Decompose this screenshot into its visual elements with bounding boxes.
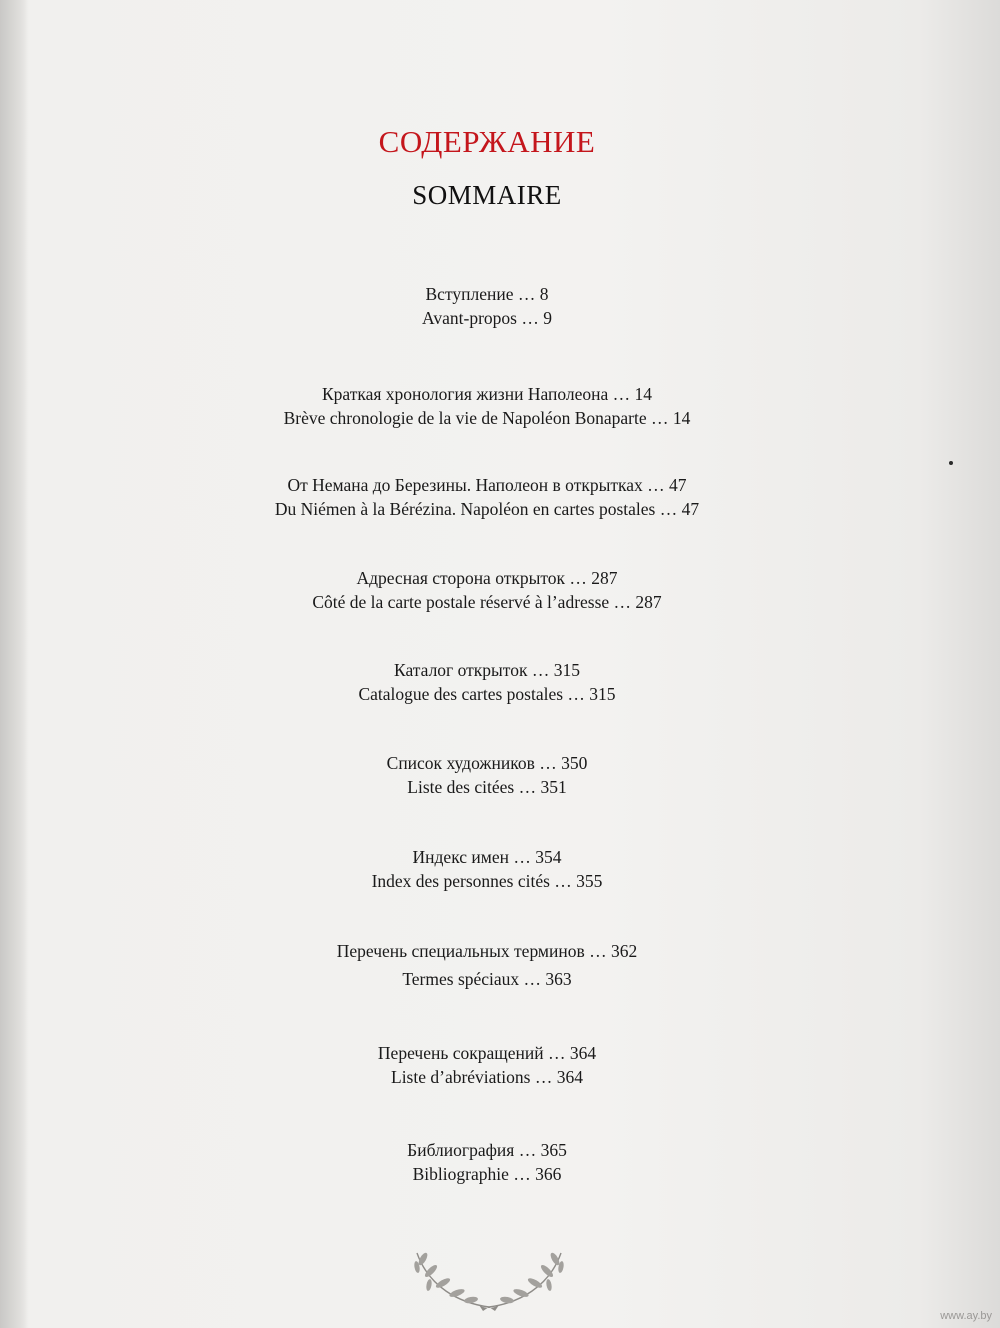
toc-entry-ru: Каталог открыток … 315 <box>394 660 580 680</box>
toc-entry-fr: Bibliographie … 366 <box>412 1164 562 1184</box>
toc-entry-fr: Index des personnes cités … 355 <box>371 871 603 891</box>
toc-entry-fr: Termes spéciaux … 363 <box>402 969 572 989</box>
toc-entry-ru: Библиография … 365 <box>407 1140 567 1160</box>
toc-entry-fr: Brève chronologie de la vie de Napoléon Bonaparte … 14 <box>283 408 691 428</box>
toc-entry-bibliography <box>24 1138 950 1186</box>
paper-speck <box>949 461 953 465</box>
toc-entry-fr: Avant-propos … 9 <box>422 308 552 328</box>
toc-entry-catalogue <box>24 658 950 706</box>
toc-entry-ru: Вступление … 8 <box>425 284 549 304</box>
toc-entry-artists <box>24 751 950 799</box>
toc-entry-ru: Краткая хронология жизни Наполеона … 14 <box>321 384 653 404</box>
toc-entry-name-index <box>24 845 950 893</box>
toc-entry-ru: Адресная сторона открыток … 287 <box>356 568 618 588</box>
toc-entry-chronology <box>24 382 950 430</box>
page-title-fr: SOMMAIRE <box>412 180 562 210</box>
toc-entry-fr: Côté de la carte postale réservé à l’adresse … 287 <box>312 592 662 612</box>
watermark: www.ay.by <box>940 1310 992 1322</box>
toc-entry-fr: Liste d’abréviations … 364 <box>391 1067 583 1087</box>
toc-entry-fr: Catalogue des cartes postales … 315 <box>358 684 616 704</box>
toc-entry-fr: Liste des citées … 351 <box>407 777 567 797</box>
page-title-ru: СОДЕРЖАНИЕ <box>378 124 596 159</box>
laurel-wreath-icon <box>399 1245 579 1315</box>
toc-entry-fr: Du Niémen à la Bérézina. Napoléon en cartes postales … 47 <box>274 499 700 519</box>
book-page <box>24 0 974 1328</box>
toc-entry-ru: Список художников … 350 <box>386 753 588 773</box>
toc-entry-ru: Перечень специальных терминов … 362 <box>336 941 638 961</box>
toc-entry-neman-berezina <box>24 473 950 521</box>
toc-entry-abbreviations <box>24 1041 950 1089</box>
toc-entry-terms <box>24 939 950 991</box>
toc-entry-address-side <box>24 566 950 614</box>
toc-entry-intro <box>24 282 950 330</box>
toc-entry-ru: От Немана до Березины. Наполеон в открытках … 47 <box>287 475 687 495</box>
toc-entry-ru: Перечень сокращений … 364 <box>377 1043 597 1063</box>
toc-entry-ru: Индекс имен … 354 <box>412 847 562 867</box>
